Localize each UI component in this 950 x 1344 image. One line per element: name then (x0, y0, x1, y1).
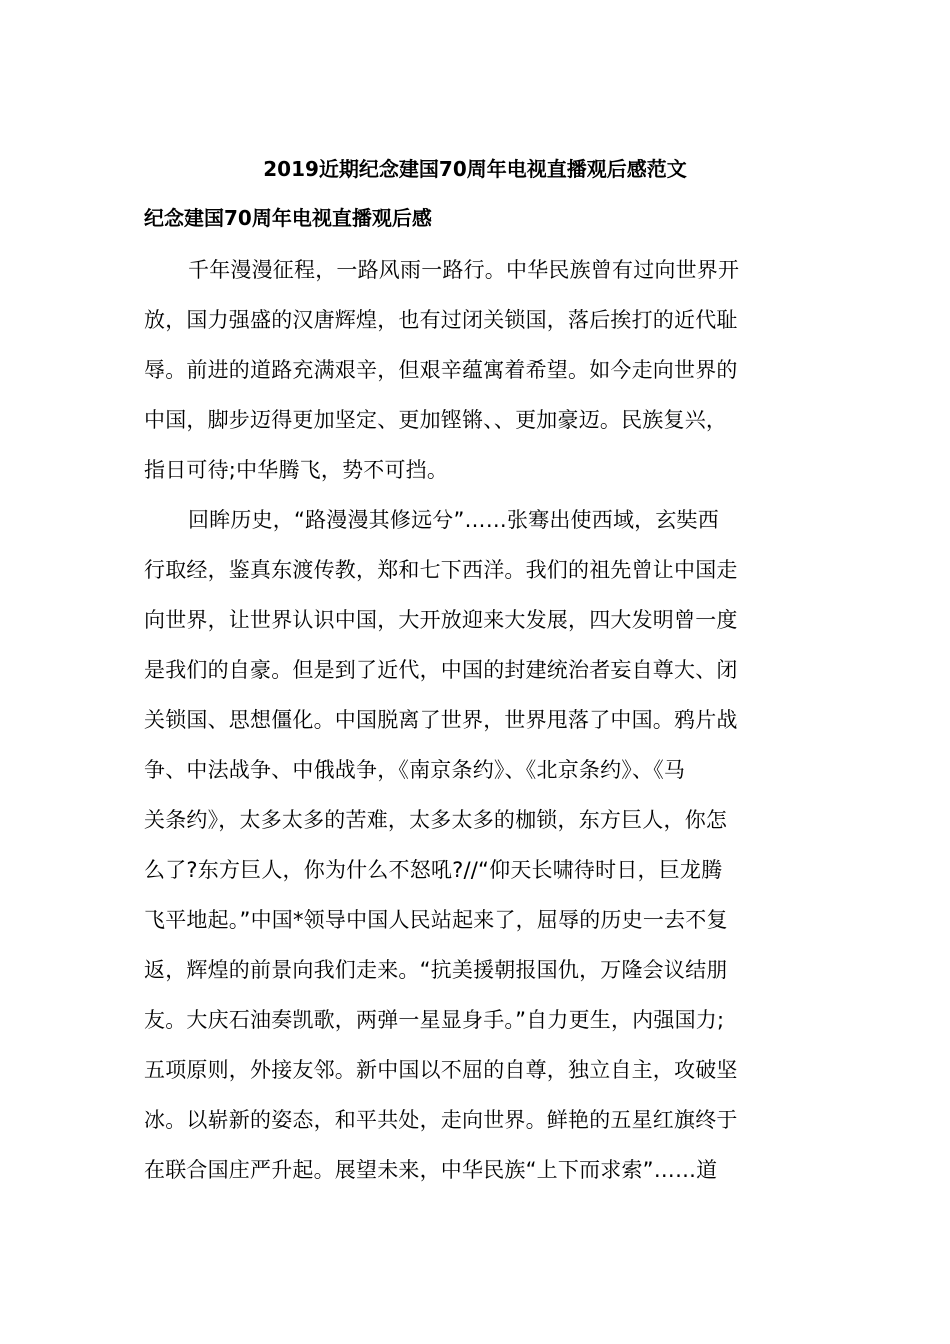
text-line: 返，辉煌的前景向我们走来。“抗美援朝报国仇，万隆会议结朋 (144, 958, 728, 982)
text-line: 行取经，鉴真东渡传教，郑和七下西洋。我们的祖先曾让中国走 (144, 558, 738, 582)
text-line: 友。大庆石油奏凯歌，两弹一星显身手。”自力更生，内强国力; (144, 1008, 725, 1032)
text-line: 辱。前进的道路充满艰辛，但艰辛蕴寓着希望。如今走向世界的 (144, 358, 738, 382)
text-line: 千年漫漫征程，一路风雨一路行。中华民族曾有过向世界开 (188, 258, 740, 282)
document-subtitle: 纪念建国70周年电视直播观后感 (144, 206, 432, 230)
paragraph-1 (144, 252, 784, 502)
text-line: 么了?东方巨人，你为什么不怒吼?//“仰天长啸待时日，巨龙腾 (144, 858, 723, 882)
text-line: 指日可待;中华腾飞，势不可挡。 (144, 458, 449, 482)
text-line: 五项原则，外接友邻。新中国以不屈的自尊，独立自主，攻破坚 (144, 1058, 738, 1082)
text-line: 关条约》，太多太多的苦难，太多太多的枷锁，东方巨人，你怎 (144, 808, 728, 832)
document-body (144, 252, 784, 1202)
document-title: 2019近期纪念建国70周年电视直播观后感范文 (263, 157, 687, 181)
text-line: 向世界，让世界认识中国，大开放迎来大发展，四大发明曾一度 (144, 608, 738, 632)
text-line: 关锁国、思想僵化。中国脱离了世界，世界甩落了中国。鸦片战 (144, 708, 738, 732)
text-line: 回眸历史，“路漫漫其修远兮”……张骞出使西域，玄奘西 (188, 508, 719, 532)
text-line: 冰。以崭新的姿态，和平共处，走向世界。鲜艳的五星红旗终于 (144, 1108, 738, 1132)
text-line: 飞平地起。”中国*领导中国人民站起来了，屈辱的历史一去不复 (144, 908, 728, 932)
text-line: 是我们的自豪。但是到了近代，中国的封建统治者妄自尊大、闭 (144, 658, 738, 682)
text-line: 争、中法战争、中俄战争，《南京条约》、《北京条约》、《马 (144, 758, 686, 782)
text-line: 放，国力强盛的汉唐辉煌，也有过闭关锁国，落后挨打的近代耻 (144, 308, 738, 332)
text-line: 在联合国庄严升起。展望未来，中华民族“上下而求索”……道 (144, 1158, 718, 1182)
text-line: 中国，脚步迈得更加坚定、更加铿锵、、更加豪迈。民族复兴， (144, 408, 728, 432)
paragraph-2 (144, 502, 784, 1202)
